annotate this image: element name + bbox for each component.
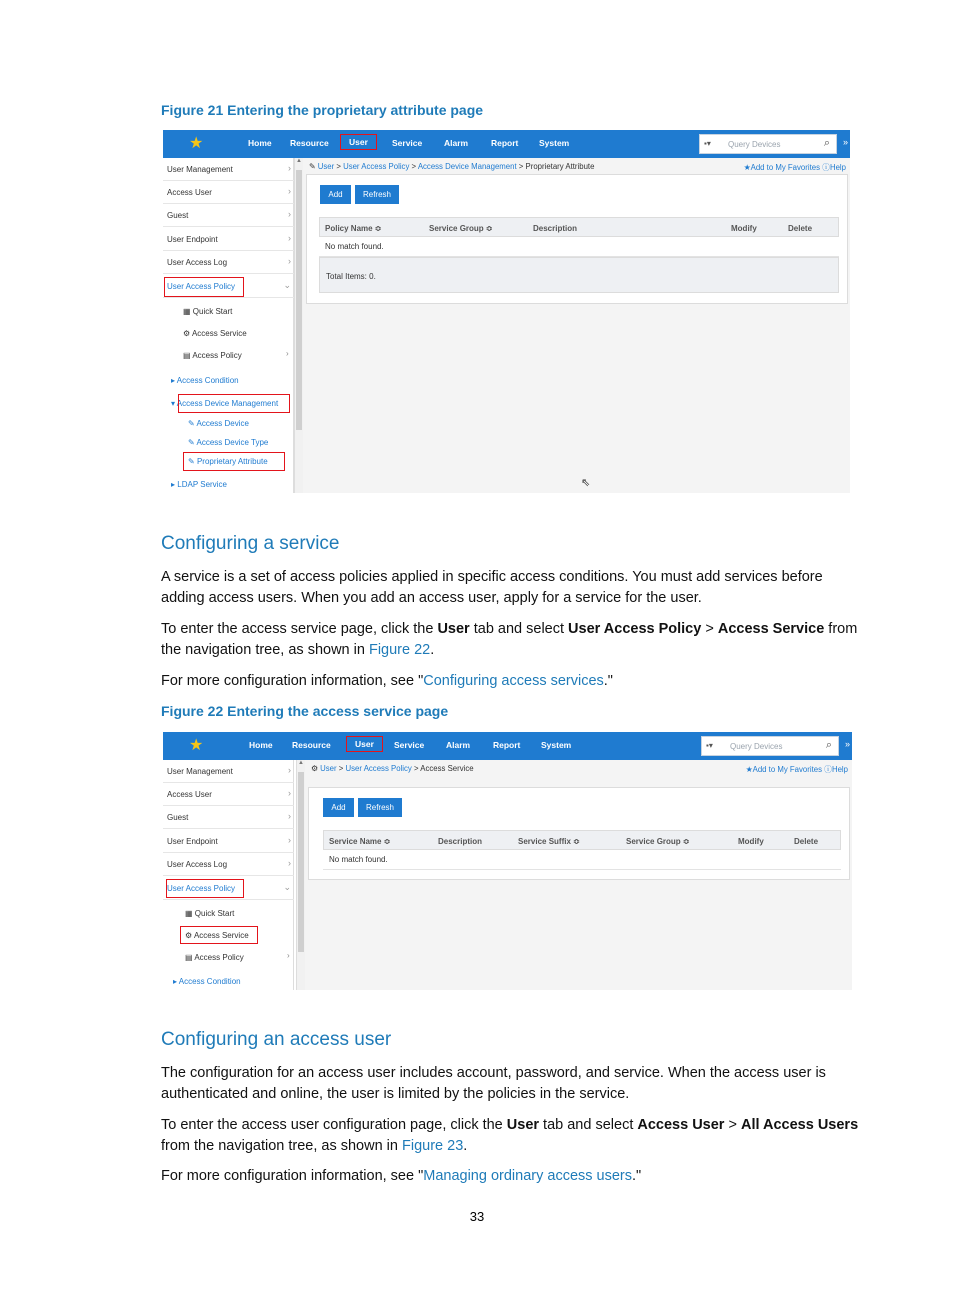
- chevron-right-icon: ›: [286, 349, 289, 358]
- tab-user[interactable]: User: [340, 134, 377, 150]
- col-description: Description: [533, 224, 578, 233]
- paragraph: For more configuration information, see "Configuring access services.": [161, 673, 613, 689]
- nav-access-user[interactable]: Access User ›: [163, 181, 294, 204]
- search-input[interactable]: Query Devices: [728, 140, 781, 149]
- help-icon[interactable]: ⓘ: [822, 163, 830, 172]
- figure-22-screenshot: [163, 732, 852, 990]
- nav-access-device-management[interactable]: ▾ Access Device Management: [171, 399, 279, 408]
- nav-access-service[interactable]: ⚙ Access Service: [185, 931, 249, 940]
- nav-quick-start[interactable]: ▦ Quick Start: [185, 909, 235, 918]
- add-button[interactable]: Add: [320, 185, 351, 204]
- crumb-current: Access Service: [420, 764, 474, 773]
- nav-proprietary-attribute[interactable]: ✎ Proprietary Attribute: [188, 457, 268, 466]
- top-nav-bar: [163, 130, 850, 158]
- figure-22-caption: Figure 22 Entering the access service page: [161, 703, 449, 719]
- left-navigation-tree: [163, 760, 294, 990]
- search-icon[interactable]: ⌕: [823, 137, 830, 149]
- favorites-star-icon[interactable]: ★: [189, 135, 204, 152]
- chevron-down-icon[interactable]: »: [842, 137, 848, 147]
- col-delete: Delete: [788, 224, 813, 233]
- figure-23-link[interactable]: Figure 23: [402, 1138, 464, 1154]
- nav-user-management[interactable]: User Management ›: [163, 760, 294, 783]
- crumb-user[interactable]: User: [320, 764, 337, 773]
- nav-access-device[interactable]: ✎ Access Device: [188, 419, 249, 428]
- nav-access-condition[interactable]: ▸ Access Condition: [171, 376, 239, 385]
- nav-user-endpoint[interactable]: User Endpoint ›: [163, 228, 294, 251]
- nav-scrollbar[interactable]: ▲: [296, 760, 305, 990]
- help-link[interactable]: Help: [831, 765, 848, 774]
- table-header: [323, 830, 841, 850]
- main-content: [303, 158, 850, 493]
- section-heading-configuring-access-user: Configuring an access user: [161, 1029, 392, 1050]
- list-panel: [306, 174, 848, 304]
- nav-access-condition[interactable]: ▸ Access Condition: [173, 977, 241, 986]
- col-modify: Modify: [738, 837, 764, 846]
- favorites-help: [744, 162, 846, 173]
- paragraph: To enter the access user configuration page, click the User tab and select Access User > All Access Users from the navigation tree, as shown in Figure 23.: [161, 1117, 859, 1154]
- add-to-favorites-link[interactable]: Add to My Favorites: [752, 765, 822, 774]
- tab-alarm[interactable]: Alarm: [444, 138, 469, 148]
- highlight-box: [180, 926, 258, 944]
- crumb-user[interactable]: User: [317, 162, 335, 171]
- col-policy-name[interactable]: Policy Name ≎: [325, 224, 382, 233]
- nav-guest[interactable]: Guest ›: [163, 204, 294, 227]
- figure-22-link[interactable]: Figure 22: [368, 642, 431, 658]
- col-service-suffix[interactable]: Service Suffix ≎: [518, 837, 580, 846]
- paragraph: For more configuration information, see "Managing ordinary access users.": [161, 1168, 642, 1184]
- tab-home[interactable]: Home: [248, 138, 272, 148]
- highlight-box: [178, 394, 290, 413]
- tab-service[interactable]: Service: [392, 138, 423, 148]
- col-service-name[interactable]: Service Name ≎: [329, 837, 391, 846]
- refresh-button[interactable]: Refresh: [358, 798, 402, 817]
- add-favorite-icon[interactable]: ★: [745, 765, 753, 774]
- nav-user-access-log[interactable]: User Access Log ›: [163, 853, 294, 876]
- tab-system[interactable]: System: [541, 740, 572, 750]
- crumb-user-access-policy[interactable]: User Access Policy: [345, 764, 412, 773]
- configuring-access-services-link[interactable]: Configuring access services: [423, 673, 604, 689]
- paragraph: The configuration for an access user includes account, password, and service. When the access user is authenticated and online, the user is limited by the policies in the service.: [161, 1065, 826, 1102]
- nav-access-user[interactable]: Access User ›: [163, 783, 294, 806]
- breadcrumb: ✎ User > User Access Policy > Access Device Management > Proprietary Attribute: [309, 162, 595, 171]
- tab-alarm[interactable]: Alarm: [446, 740, 471, 750]
- managing-ordinary-access-users-link[interactable]: Managing ordinary access users: [423, 1168, 632, 1184]
- nav-user-access-policy[interactable]: User Access Policy ⌄: [163, 275, 294, 298]
- nav-user-access-policy[interactable]: User Access Policy ⌄: [163, 877, 294, 900]
- query-devices-search[interactable]: [699, 134, 837, 154]
- figure-21-screenshot: [163, 130, 850, 493]
- help-link[interactable]: Help: [829, 163, 846, 172]
- crumb-user-access-policy[interactable]: User Access Policy: [343, 162, 410, 171]
- nav-quick-start[interactable]: ▦ Quick Start: [183, 307, 233, 316]
- nav-scrollbar[interactable]: ▲: [294, 158, 303, 493]
- highlight-box: [183, 452, 285, 471]
- tab-service[interactable]: Service: [394, 740, 425, 750]
- tab-resource[interactable]: Resource: [292, 740, 331, 750]
- breadcrumb: ⚙ User > User Access Policy > Access Service: [311, 764, 474, 773]
- nav-user-endpoint[interactable]: User Endpoint ›: [163, 830, 294, 853]
- tab-user[interactable]: User: [346, 736, 383, 752]
- chevron-right-icon: ›: [287, 951, 290, 960]
- col-service-group[interactable]: Service Group ≎: [626, 837, 690, 846]
- nav-guest[interactable]: Guest ›: [163, 806, 294, 829]
- nav-access-service[interactable]: ⚙ Access Service: [183, 329, 247, 338]
- nav-access-policy[interactable]: ▤ Access Policy: [185, 953, 244, 962]
- nav-access-policy[interactable]: ▤ Access Policy: [183, 351, 242, 360]
- total-items: Total Items: 0.: [326, 272, 376, 281]
- page-number: 33: [469, 1209, 485, 1224]
- search-icon[interactable]: ⌕: [825, 739, 832, 751]
- mouse-cursor-icon: ⇖: [581, 477, 591, 489]
- favorites-help: [746, 764, 848, 775]
- col-modify: Modify: [731, 224, 757, 233]
- tab-resource[interactable]: Resource: [290, 138, 329, 148]
- tab-system[interactable]: System: [539, 138, 570, 148]
- table-row: No match found.: [319, 237, 839, 257]
- main-content: [305, 760, 852, 990]
- top-nav-bar: [163, 732, 852, 760]
- favorites-star-icon[interactable]: ★: [189, 737, 204, 754]
- device-type-dropdown-icon[interactable]: ▪▾: [704, 139, 711, 148]
- table-footer: [319, 257, 839, 293]
- figure-21-caption: Figure 21 Entering the proprietary attribute page: [161, 102, 484, 118]
- col-delete: Delete: [794, 837, 819, 846]
- tab-report[interactable]: Report: [491, 138, 519, 148]
- highlight-box: [166, 879, 244, 898]
- device-type-dropdown-icon[interactable]: ▪▾: [706, 741, 713, 750]
- col-description: Description: [438, 837, 483, 846]
- nav-user-management[interactable]: User Management ›: [163, 158, 294, 181]
- nav-access-device-type[interactable]: ✎ Access Device Type: [188, 438, 269, 447]
- help-icon[interactable]: ⓘ: [824, 765, 832, 774]
- paragraph: A service is a set of access policies applied in specific access conditions. You must add services before adding access users. When you add an access user, apply for a service for the user.: [161, 569, 823, 606]
- table-row: No match found.: [323, 850, 841, 870]
- refresh-button[interactable]: Refresh: [355, 185, 399, 204]
- tab-home[interactable]: Home: [249, 740, 273, 750]
- add-button[interactable]: Add: [323, 798, 354, 817]
- section-heading-configuring-service: Configuring a service: [161, 533, 340, 554]
- highlight-box: [164, 277, 244, 297]
- add-favorite-icon[interactable]: ★: [743, 163, 751, 172]
- table-header: [319, 217, 839, 237]
- crumb-current: Proprietary Attribute: [525, 162, 595, 171]
- left-navigation-tree: [163, 158, 294, 493]
- search-input[interactable]: Query Devices: [730, 742, 783, 751]
- nav-ldap-service[interactable]: ▸ LDAP Service: [171, 480, 227, 489]
- crumb-access-device-management[interactable]: Access Device Management: [417, 162, 517, 171]
- col-service-group[interactable]: Service Group ≎: [429, 224, 493, 233]
- add-to-favorites-link[interactable]: Add to My Favorites: [750, 163, 820, 172]
- paragraph: To enter the access service page, click the User tab and select User Access Policy > Access Service from the navigation tree, as shown in Figure 22.: [161, 621, 858, 658]
- tab-report[interactable]: Report: [493, 740, 521, 750]
- nav-user-access-log[interactable]: User Access Log ›: [163, 251, 294, 274]
- chevron-down-icon[interactable]: »: [844, 739, 850, 749]
- query-devices-search[interactable]: [701, 736, 839, 756]
- list-panel: [308, 787, 850, 880]
